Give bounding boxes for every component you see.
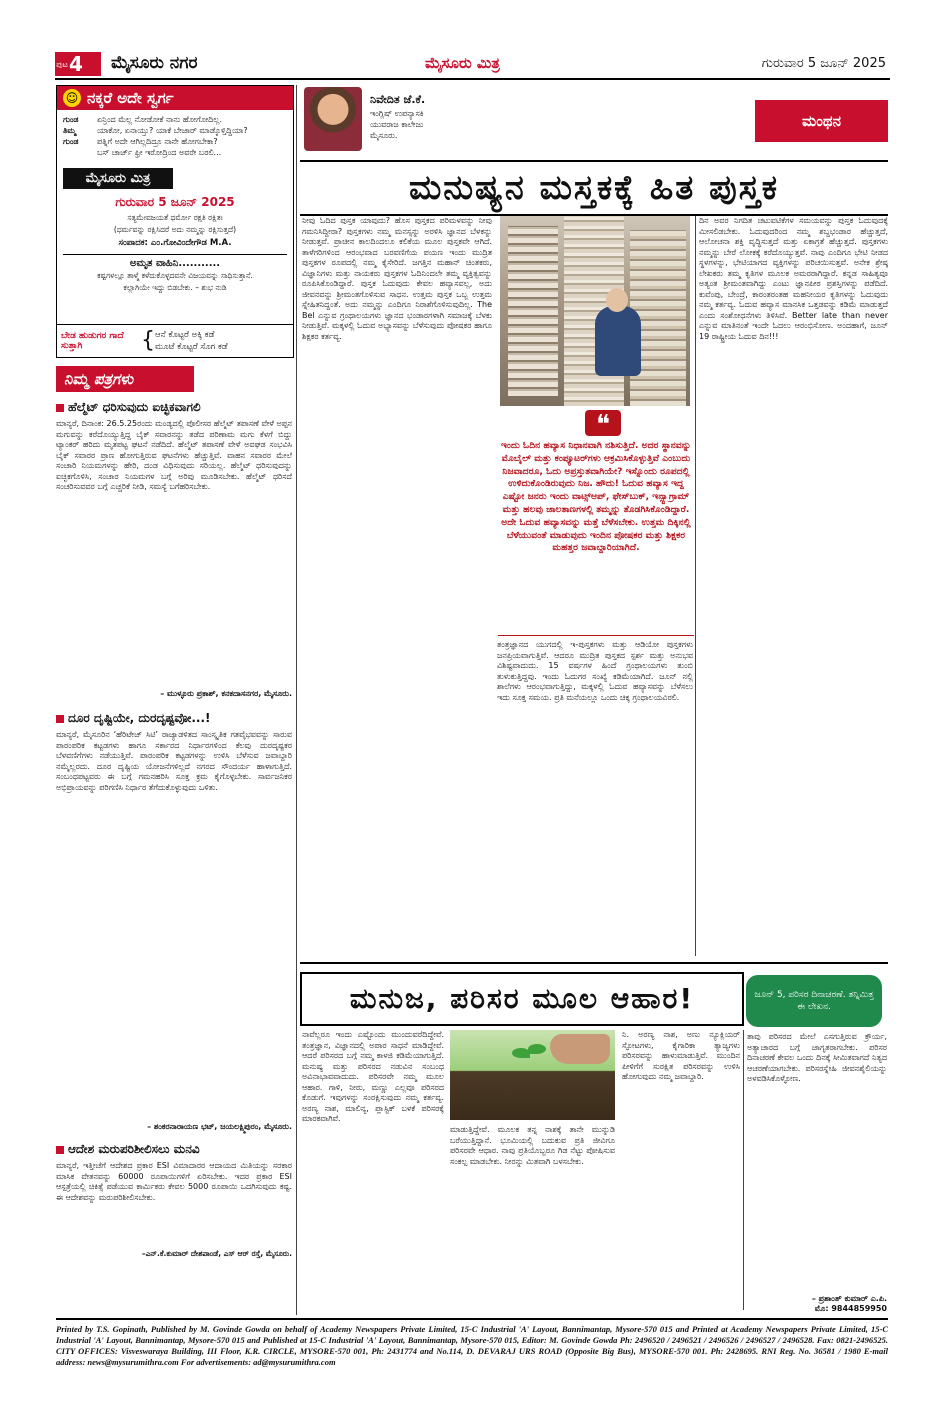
pull-quote: ಇಂದು ಓದಿನ ಹವ್ಯಾಸ ನಿಧಾನವಾಗಿ ನಶಿಸುತ್ತಿದೆ. ಅದರ ಸ್ಥಾನವನ್ನು ಮೊಬೈಲ್ ಮತ್ತು ಕಂಪ್ಯೂಟರ್‌ಗಳು ಆಕ್ರಮಿಸಿಕೊಳ್ಳುತ್ತಿವೆ ಎಂಬುದು ನಿಜವಾದರೂ, ಓದು ಅಪ್ರಸ್ತುತವಾಗಿಯೇ? ಇಸ್ನೊಂದು ರೂಪದಲ್ಲಿ ಉಳಿದುಕೊಂಡಿರುವುದು ನಿಜ. ಹೌದು! ಓದುವ ಹವ್ಯಾಸ ಇದ್ದ ಎಷ್ಟೋ ಜನರು ಇಂದು ವಾಟ್ಸ್‌ಆಪ್, ಫೇಸ್‌ಬುಕ್, ಇನ್ಸ್ಟಾಗ್ರಾಮ್ ಮತ್ತು ಹಲವು ಜಾಲತಾಣಗಳಲ್ಲಿ ತಮ್ಮನ್ನು ತೊಡಗಿಸಿಕೊಂಡಿದ್ದಾರೆ. ಅದೇ ಓದುವ ಹವ್ಯಾಸವನ್ನು ಮತ್ತೆ ಬೆಳೆಸಬೇಕು. ಉತ್ತಮ ದಿಕ್ಕಿನಲ್ಲಿ ಬೆಳೆಯುವಂತೆ ಮಾಡುವುದು ಇಂದಿನ ಪೋಷಕರ ಮತ್ತು ಶಿಕ್ಷಕರ ಮಹತ್ತರ ಜವಾಬ್ದಾರಿಯಾಗಿದೆ. <box>498 440 694 636</box>
columnist-title: ಇಂಗ್ಲಿಷ್ ಉಪನ್ಯಾಸಕಿ <box>370 109 424 118</box>
dialogue-row: ತಿಮ್ಮ ಯಾಕೋ, ಏನಾಯ್ತು? ಯಾಕೆ ಬೇಜಾರ್ ಮಾಡ್ಕೊಳ್ತಿದ್ದಿಯಾ? <box>63 126 248 135</box>
letter-heading: ಹೆಲ್ಮೆಟ್ ಧರಿಸುವುದು ಐಚ್ಛಿಕವಾಗಲಿ <box>56 400 292 415</box>
quote-mark-icon: ❝ <box>585 410 621 436</box>
letter-heading: ದೂರ ದೃಷ್ಟಿಯೇ, ದುರದೃಷ್ಟವೋ...! <box>56 711 292 726</box>
nakkare-dialogue <box>57 110 293 162</box>
masthead-editor: ಸಂಪಾದಕ: ಎಂ.ಗೋವಿಂದೇಗೌಡ M.A. <box>118 238 232 248</box>
nakkare-box <box>56 85 294 357</box>
reader-figure <box>595 306 641 376</box>
dialogue-row: ಬಸ್ ಚಾರ್ಜ್ ಫ್ರೀ ಇರೋದ್ರಿಂದ ಅವರೇ ಬರಲಿ... <box>97 148 222 157</box>
columnist-box <box>300 85 750 155</box>
article-photo <box>500 216 690 406</box>
column-divider <box>743 1030 744 1310</box>
book-stack <box>508 226 558 396</box>
plant-photo <box>450 1030 615 1120</box>
masthead-motto-translation: (ಧರ್ಮವನ್ನು ರಕ್ಷಿಸಿದರೆ ಅದು ನಮ್ಮನ್ನು ರಕ್ಷಿಸುತ್ತದೆ) <box>113 225 237 234</box>
amrutha-line: ಕಲ್ಲಾಗಿಯೇ ಇದ್ದು ಬಿಡಬೇಕು. – ಶುಭ ನುಡಿ <box>123 283 227 292</box>
column-divider <box>695 216 696 956</box>
column-title-bar <box>755 100 888 142</box>
masthead-logo: ಮೈಸೂರು ಮಿತ್ರ <box>63 168 173 189</box>
bullet-icon <box>56 715 64 723</box>
main-headline: ಮನುಷ್ಯನ ಮಸ್ತಕಕ್ಕೆ ಹಿತ ಪುಸ್ತಕ <box>300 160 888 216</box>
columnist-city: ಮೈಸೂರು. <box>370 131 398 140</box>
proverb-box <box>56 324 294 358</box>
columnist-college: ಯುವರಾಜ ಕಾಲೇಜು <box>370 120 424 129</box>
second-headline: ಮನುಜ, ಪರಿಸರ ಮೂಲ ಆಹಾರ! <box>300 972 744 1026</box>
reader-head <box>606 288 628 312</box>
page-number-badge <box>55 52 101 76</box>
masthead-date: ಗುರುವಾರ 5 ಜೂನ್ 2025 <box>115 195 235 209</box>
page-header <box>55 50 890 80</box>
letter-author: – ಮುಳ್ಳೂರು ಪ್ರಕಾಶ್, ಕನಕದಾಸನಗರ, ಮೈಸೂರು. <box>160 689 292 698</box>
proverb-brace: { <box>141 328 155 353</box>
article-column: ನಾವೆಲ್ಲರೂ ಇಂದು ಎಷ್ಟೊಂದು ಮುಂದುವರೆದಿದ್ದೇವೆ. ತಂತ್ರಜ್ಞಾನ, ವಿಜ್ಞಾನದಲ್ಲಿ ಅಪಾರ ಸಾಧನೆ ಮಾಡಿದ್ದೇವೆ. ಆದರೆ ಪರಿಸರದ ಬಗ್ಗೆ ನಮ್ಮ ಕಾಳಜಿ ಕಡಿಮೆಯಾಗುತ್ತಿದೆ. ಮನುಷ್ಯ ಮತ್ತು ಪರಿಸರದ ನಡುವಿನ ಸಂಬಂಧ ಅವಿನಾಭಾವವಾದುದು. ಪರಿಸರವೇ ನಮ್ಮ ಮೂಲ ಆಹಾರ. ಗಾಳಿ, ನೀರು, ಮಣ್ಣು ಎಲ್ಲವೂ ಪರಿಸರದ ಕೊಡುಗೆ. ಇವುಗಳನ್ನು ಸಂರಕ್ಷಿಸುವುದು ನಮ್ಮ ಕರ್ತವ್ಯ. ಅರಣ್ಯ ನಾಶ, ಮಾಲಿನ್ಯ, ಪ್ಲಾಸ್ಟಿಕ್ ಬಳಕೆ ಪರಿಸರಕ್ಕೆ ಮಾರಕವಾಗಿವೆ. <box>302 1030 444 1123</box>
amrutha-line: ಕಷ್ಟಗಳಲ್ಲೂ ತಾಳ್ಮೆ ಕಳೆದುಕೊಳ್ಳದವನೇ ವಿಜಯವನ್ನು ಸಾಧಿಸುತ್ತಾನೆ. <box>97 271 253 280</box>
callout-box <box>746 975 882 1027</box>
letter-heading: ಆದೇಶ ಮರುಪರಿಶೀಲಿಸಲು ಮನವಿ <box>56 1142 292 1157</box>
letters-title: ನಿಮ್ಮ ಪತ್ರಗಳು <box>56 366 194 392</box>
page-number: 4 <box>69 52 83 76</box>
article-column: ತಂತ್ರಜ್ಞಾನದ ಯುಗದಲ್ಲಿ ಇ-ಪುಸ್ತಕಗಳು ಮತ್ತು ಆಡಿಯೋ ಪುಸ್ತಕಗಳು ಜನಪ್ರಿಯವಾಗುತ್ತಿವೆ. ಆದರೂ ಮುದ್ರಿತ ಪುಸ್ತಕದ ಸ್ಪರ್ಶ ಮತ್ತು ಅನುಭವ ವಿಶಿಷ್ಟವಾದುದು. 15 ವರ್ಷಗಳ ಹಿಂದೆ ಗ್ರಂಥಾಲಯಗಳು ತುಂಬಿ ತುಳುಕುತ್ತಿದ್ದವು. ಇಂದು ಓದುಗರ ಸಂಖ್ಯೆ ಕಡಿಮೆಯಾಗಿದೆ. ಜೂನ್ ನಲ್ಲಿ ಶಾಲೆಗಳು ಆರಂಭವಾಗುತ್ತಿದ್ದು, ಮಕ್ಕಳಲ್ಲಿ ಓದುವ ಹವ್ಯಾಸವನ್ನು ಬೆಳೆಸಲು ಇದು ಸೂಕ್ತ ಸಮಯ. ಪ್ರತಿ ಮನೆಯಲ್ಲೂ ಒಂದು ಚಿಕ್ಕ ಗ್ರಂಥಾಲಯವಿರಲಿ. <box>497 640 693 702</box>
letters-section <box>56 366 292 1306</box>
article-column: ತಾವು ಪರಿಸರದ ಮೇಲೆ ಎಸಗುತ್ತಿರುವ ಕ್ರೌರ್ಯ, ಅತ್ಯಾಚಾರದ ಬಗ್ಗೆ ಜಾಗೃತರಾಗಬೇಕು. ಪರಿಸರ ದಿನಾಚರಣೆ ಕೇವಲ ಒಂದು ದಿನಕ್ಕೆ ಸೀಮಿತವಾಗದೆ ನಿತ್ಯದ ಆಚರಣೆಯಾಗಬೇಕು. ಪರಿಸರಸ್ನೇಹಿ ಜೀವನಶೈಲಿಯನ್ನು ಅಳವಡಿಸಿಕೊಳ್ಳೋಣ. <box>747 1032 887 1083</box>
dialogue-row: ಗುಂಡ ಪತ್ನಿಗೆ ಅದೇ ಆಗಿಲ್ಲದಿದ್ರೂ ನಾನೇ ಹೋಗಬೇಕಾ? <box>63 137 218 146</box>
nakkare-title-bar <box>57 86 293 110</box>
imprint: Printed by T.S. Gopinath, Published by M. Govinde Gowda on behalf of Academy Newspapers Private Limited, 15-C Industrial 'A' Layout, Bannimantap, Mysore-570 015 and Printed at Academy Newspapers Private Limited, 15-C Industrial 'A' Layout, Bannimantap, Mysore-570 015 and Published at 15-C Industrial 'A' Layout, Bannimantap, Mysore-570 015, Editor: M. Govinde Gowda Ph: 2496520 / 2496521 / 2496526 / 2496527 / 2496528. Fax: 0821-2496525. CITY OFFICES: Visveswaraya Building, III Floor, K.R. CIRCLE, MYSORE-570 001, Ph: 2431774 and No.114, D. DEVARAJ URS ROAD (Opposite Big Bus), MYSORE-570 001. Ph: 2428695. RNI Reg. No. 36581 / 1980 E-mail address: news@mysurumithra.com For advertisements: ad@mysurumithra.com <box>56 1318 888 1404</box>
columnist-photo <box>304 87 362 151</box>
columnist-name: ನಿವೇದಿತ ಜೆ.ಕೆ. <box>370 93 426 106</box>
article-column: ದಿನ ಅವರ ನಿಗದಿತ ಚಟುವಟಿಕೆಗಳ ಸಮಯವನ್ನು ಪುಸ್ತಕ ಓದುವುದಕ್ಕೆ ಮೀಸಲಿಡಬೇಕು. ಓದುವುದರಿಂದ ನಮ್ಮ ಶಬ್ದಭಂಡಾರ ಹೆಚ್ಚುತ್ತದೆ, ಆಲೋಚನಾ ಶಕ್ತಿ ವೃದ್ಧಿಸುತ್ತದೆ ಮತ್ತು ಏಕಾಗ್ರತೆ ಹೆಚ್ಚುತ್ತದೆ. ಪುಸ್ತಕಗಳು ನಮ್ಮನ್ನು ಬೇರೆ ಲೋಕಕ್ಕೆ ಕರೆದೊಯ್ಯುತ್ತವೆ. ನಾವು ಎಂದಿಗೂ ಭೇಟಿ ನೀಡದ ಸ್ಥಳಗಳನ್ನು, ಭೇಟಿಯಾಗದ ವ್ಯಕ್ತಿಗಳನ್ನು ಪರಿಚಯಿಸುತ್ತವೆ. ಅನೇಕ ಶ್ರೇಷ್ಠ ಲೇಖಕರು ತಮ್ಮ ಕೃತಿಗಳ ಮೂಲಕ ಅಮರರಾಗಿದ್ದಾರೆ. ಕನ್ನಡ ಸಾಹಿತ್ಯವೂ ಅತ್ಯಂತ ಶ್ರೀಮಂತವಾಗಿದ್ದು ಎಂಟು ಜ್ಞಾನಪೀಠ ಪ್ರಶಸ್ತಿಗಳನ್ನು ಪಡೆದಿದೆ. ಕುವೆಂಪು, ಬೇಂದ್ರೆ, ಕಾರಂತರಂತಹ ಮಹನೀಯರ ಕೃತಿಗಳನ್ನು ಓದುವುದು ನಮ್ಮ ಕರ್ತವ್ಯ. ಓದುವ ಹವ್ಯಾಸ ಮಾನಸಿಕ ಒತ್ತಡವನ್ನು ಕಡಿಮೆ ಮಾಡುತ್ತದೆ ಎಂದು ಸಂಶೋಧನೆಗಳು ತಿಳಿಸಿವೆ. Better late than never ಎನ್ನುವ ಮಾತಿನಂತೆ ಇಂದೇ ಓದಲು ಆರಂಭಿಸೋಣ. ಅಂದಹಾಗೆ, ಜೂನ್ 19 ರಾಷ್ಟ್ರೀಯ ಓದುವ ದಿನ!!! <box>699 216 888 341</box>
section-title: ಮೈಸೂರು ನಗರ <box>111 53 198 73</box>
bullet-icon <box>56 1146 64 1154</box>
amrutha-title: ಅಮೃತ ವಾಹಿನಿ........... <box>129 258 221 269</box>
bullet-icon <box>56 404 64 412</box>
proverb-label: ಬೇಡ ಹುಡುಗರ ಗಾದೆ ಸುತ್ತಾಗಿ <box>61 331 124 351</box>
brand-logo: ಮೈಸೂರು ಮಿತ್ರ <box>425 54 500 72</box>
proverb-line: ಮೂಟೆ ಕೊಟ್ಟರೆ ಸೊಗ ಕಡೆ <box>155 342 228 352</box>
hand-figure <box>550 1034 610 1064</box>
letter-author: –ಎನ್.ಕೆ.ಕುಮಾರ್ ದೇಶಪಾಂಡೆ, ಎಸ್ ಆರ್ ರಸ್ತೆ, ಮೈಸೂರು. <box>141 1249 292 1258</box>
article-phone: ಮೊ: 9844859950 <box>814 1304 887 1313</box>
letter-author: – ಶಂಕರನಾರಾಯಣ ಭಟ್, ಜಯಲಕ್ಷ್ಮಿಪುರಂ, ಮೈಸೂರು. <box>147 1122 292 1131</box>
callout-text: ಜೂನ್ 5, ಪರಿಸರ ದಿನಾಚರಣೆ. ತನ್ನಿಮಿತ್ತ ಈ ಲೇಖನ. <box>754 990 874 1012</box>
amrutha-box <box>63 254 287 293</box>
proverb-line: ಆನೆ ಕೊಟ್ಟರೆ ಅಕ್ಕಿ ಕಡೆ <box>155 330 215 340</box>
letter-body: ಮಾನ್ಯರೆ, ಇತ್ತೀಚೆಗೆ ಆದೇಶದ ಪ್ರಕಾರ ESI ವಿಮಾದಾರರ ಆದಾಯದ ಮಿತಿಯನ್ನು ಸರಕಾರ ಮಾಸಿಕ ವೇತನವನ್ನು 60000 ರೂಪಾಯಿಗಳಿಗೆ ಏರಿಸಬೇಕು. ಇದರ ಪ್ರಕಾರ ESI ಆಸ್ಪತ್ರೆಯಲ್ಲಿ ಚಿಕಿತ್ಸೆ ಪಡೆಯುವ ಕಾರ್ಮಿಕರು ಕೇವಲ 5000 ರೂಪಾಯಿ ಒದಗಿಸುವುದು ಕಷ್ಟ. ಈ ಆದೇಶವನ್ನು ಮರುಪರಿಶೀಲಿಸಬೇಕು. <box>56 1161 292 1202</box>
article-column: ನೀವು ಓದಿದ ಪುಸ್ತಕ ಯಾವುದು? ಹೊಸ ಪುಸ್ತಕದ ಪರಿಮಳವನ್ನು ನೀವು ಗಮನಿಸಿದ್ದೀರಾ? ಪುಸ್ತಕಗಳು ನಮ್ಮ ಮನಸ್ಸನ್ನು ಅರಳಿಸಿ ಜ್ಞಾನದ ಬೆಳಕನ್ನು ನೀಡುತ್ತವೆ. ಪ್ರಾಚೀನ ಕಾಲದಿಂದಲೂ ಕಲಿಕೆಯ ಮೂಲ ಪುಸ್ತಕವೇ ಆಗಿದೆ. ತಾಳೆಗರಿಗಳಿಂದ ಆರಂಭವಾದ ಬರವಣಿಗೆಯ ಪಯಣ ಇಂದು ಮುದ್ರಿತ ಪುಸ್ತಕಗಳ ರೂಪದಲ್ಲಿ ನಮ್ಮ ಕೈಸೇರಿದೆ. ಜಗತ್ತಿನ ಮಹಾನ್ ಚಿಂತಕರು, ವಿಜ್ಞಾನಿಗಳು ಮತ್ತು ನಾಯಕರು ಪುಸ್ತಕಗಳ ಓದಿನಿಂದಲೇ ತಮ್ಮ ವ್ಯಕ್ತಿತ್ವವನ್ನು ರೂಪಿಸಿಕೊಂಡಿದ್ದಾರೆ. ಪುಸ್ತಕ ಓದುವುದು ಕೇವಲ ಹವ್ಯಾಸವಲ್ಲ, ಅದು ಜೀವನವನ್ನು ಶ್ರೀಮಂತಗೊಳಿಸುವ ಸಾಧನ. ಉತ್ತಮ ಪುಸ್ತಕ ಒಬ್ಬ ಉತ್ತಮ ಸ್ನೇಹಿತನಿದ್ದಂತೆ. ಅದು ನಮ್ಮನ್ನು ಎಂದಿಗೂ ನಿರಾಶೆಗೊಳಿಸುವುದಿಲ್ಲ. The Bel ಎನ್ನುವ ಗ್ರಂಥಾಲಯಗಳು ಜ್ಞಾನದ ಭಂಡಾರಗಳಾಗಿ ಸಮಾಜಕ್ಕೆ ಬೆಳಕು ನೀಡುತ್ತಿವೆ. ಮಕ್ಕಳಲ್ಲಿ ಓದುವ ಅಭ್ಯಾಸವನ್ನು ಬೆಳೆಸುವುದು ಪೋಷಕರ ಹಾಗೂ ಶಿಕ್ಷಕರ ಕರ್ತವ್ಯ. <box>302 216 492 341</box>
letter-body: ಮಾನ್ಯರೆ, ದಿನಾಂಕ: 26.5.25ರಂದು ಮಂಡ್ಯದಲ್ಲಿ ಪೊಲೀಸರ ಹೆಲ್ಮೆಟ್ ತಪಾಸಣೆ ವೇಳೆ ಅಪ್ಪನ ಮಗುವನ್ನು ಕರೆದೊಯ್ಯುತ್ತಿದ್ದ ಬೈಕ್ ಸವಾರನನ್ನು ತಡೆದ ಪರಿಣಾಮ ಮಗು ಕೆಳಗೆ ಬಿದ್ದು ಟ್ಯಾಂಕರ್ ಹರಿದು ಮೃತಪಟ್ಟ ಘಟನೆ ನಡೆದಿದೆ. ಹೆಲ್ಮೆಟ್ ತಪಾಸಣೆ ವೇಳೆ ಅವಘಡ ಸಂಭವಿಸಿ ಬೈಕ್ ಸವಾರರ ಪ್ರಾಣ ಹೋಗುತ್ತಿರುವ ಘಟನೆಗಳು ಹೆಚ್ಚುತ್ತಿವೆ. ವಾಹನ ಸವಾರರ ಮೇಲೆ ಸಂಚಾರಿ ನಿಯಮಗಳನ್ನು ಹೇರಿ, ದಂಡ ವಿಧಿಸುವುದು ಸರಿಯಲ್ಲ. ಹೆಲ್ಮೆಟ್ ಧರಿಸುವುದನ್ನು ಐಚ್ಛಿಕಗೊಳಿಸಿ, ಸಂಚಾರ ನಿಯಮಗಳ ಬಗ್ಗೆ ಅರಿವು ಮೂಡಿಸಬೇಕು. ಹೆಲ್ಮೆಟ್ ಧರಿಸದೆ ಸಂಚರಿಸುವವರ ಬಗ್ಗೆ ಎಚ್ಚರಿಕೆ ನೀಡಿ, ಸಮಸ್ಯೆ ಬಗೆಹರಿಸಬೇಕು. <box>56 419 292 491</box>
letter-body: ಮಾನ್ಯರೆ, ಮೈಸೂರಿನ ‘ಹೆರಿಟೇಜ್ ಸಿಟಿ’ ರಾಜ್ಯಾಡಳಿತದ ಸಾಂಸ್ಕೃತಿಕ ಗತವೈಭವವನ್ನು ಸಾರುವ ಪಾರಂಪರಿಕ ಕಟ್ಟಡಗಳು ಹಾಗೂ ಸರ್ಕಾರದ ನಿರ್ಧಾರಗಳಿಂದ ಕೆಲವು ದುರದೃಷ್ಟಕರ ಬೆಳವಣಿಗೆಗಳು ನಡೆಯುತ್ತಿವೆ. ಪಾರಂಪರಿಕ ಕಟ್ಟಡಗಳನ್ನು ಉಳಿಸಿ ಬೆಳೆಸುವ ಜವಾಬ್ದಾರಿ ನಮ್ಮೆಲ್ಲರದು. ದೂರ ದೃಷ್ಟಿಯ ಯೋಜನೆಗಳಿಲ್ಲದೆ ನಗರದ ಸೌಂದರ್ಯ ಹಾಳಾಗುತ್ತಿದೆ. ಸಂಬಂಧಪಟ್ಟವರು ಈ ಬಗ್ಗೆ ಗಮನಹರಿಸಿ ಸೂಕ್ತ ಕ್ರಮ ಕೈಗೊಳ್ಳಬೇಕು. ಸಾರ್ವಜನಿಕರ ಅಭಿಪ್ರಾಯವನ್ನು ಪರಿಗಣಿಸಿ ನಿರ್ಧಾರ ತೆಗೆದುಕೊಳ್ಳುವುದು ಒಳಿತು. <box>56 730 292 792</box>
sprout-icon <box>528 1044 546 1054</box>
article-author: – ಪ್ರಶಾಂತ್ ಕುಮಾರ್ ಎ.ಪಿ. <box>811 1294 887 1303</box>
column-title: ಮಂಥನ <box>802 112 841 130</box>
smiley-icon: ☺ <box>63 89 81 107</box>
page-label: ಪುಟ <box>56 59 68 69</box>
column-divider <box>296 85 297 1315</box>
dialogue-row: ಗುಂಡ ಏನ್ರಿಂದ ಮೆಲ್ಲ ನೋಡೋಕೆ ನಾನು ಹೋಗೋದಿಲ್ಲ. <box>63 115 222 124</box>
article-column: ಮಾಡುತ್ತಿದ್ದೇವೆ. ಮೂಲಕ ತನ್ನ ನಾಶಕ್ಕೆ ತಾನೇ ಮುನ್ನುಡಿ ಬರೆಯುತ್ತಿದ್ದಾನೆ. ಭೂಮಿಯಲ್ಲಿ ಬದುಕುವ ಪ್ರತಿ ಜೀವಿಗೂ ಪರಿಸರವೇ ಆಧಾರ. ನಾವು ಪ್ರತಿಯೊಬ್ಬರೂ ಗಿಡ ನೆಟ್ಟು ಪೋಷಿಸುವ ಸಂಕಲ್ಪ ಮಾಡಬೇಕು. ನೀರನ್ನು ಮಿತವಾಗಿ ಬಳಸಬೇಕು. <box>450 1125 615 1166</box>
section-divider <box>300 962 888 964</box>
masthead-motto: ಸತ್ಯಮೇವಜಯತೆ ಧರ್ಮೋ ರಕ್ಷತಿ ರಕ್ಷಿತಃ <box>127 213 223 222</box>
header-date: ಗುರುವಾರ 5 ಜೂನ್ 2025 <box>761 56 886 71</box>
article-column: ನಿ. ಅರಣ್ಯ ನಾಶ, ಅಣು ನ್ಯೂಕ್ಲಿಯರ್ ಸ್ಫೋಟಗಳು, ಕೈಗಾರಿಕಾ ತ್ಯಾಜ್ಯಗಳು ಪರಿಸರವನ್ನು ಹಾಳುಮಾಡುತ್ತಿವೆ. ಮುಂದಿನ ಪೀಳಿಗೆಗೆ ಸುರಕ್ಷಿತ ಪರಿಸರವನ್ನು ಉಳಿಸಿ ಹೋಗುವುದು ನಮ್ಮ ಜವಾಬ್ದಾರಿ. <box>622 1030 740 1081</box>
nakkare-title: ನಕ್ಕರೆ ಅದೇ ಸ್ವರ್ಗ <box>87 89 174 107</box>
